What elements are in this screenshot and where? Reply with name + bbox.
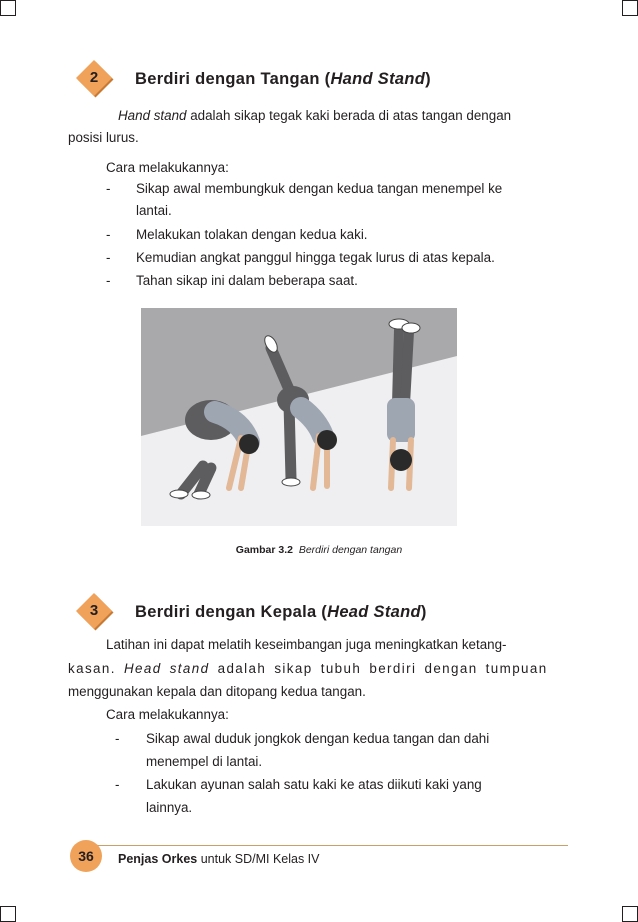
section-2-step-4: Tahan sikap ini dalam beberapa saat. — [136, 273, 358, 288]
crop-mark-bottom-left — [0, 906, 16, 922]
section-3-para-line-2: kasan. Head stand adalah sikap tubuh berdiri dengan tumpuan — [68, 661, 548, 676]
crop-mark-top-left — [0, 0, 16, 16]
section-2-intro-line-1: Hand stand adalah sikap tegak kaki berada di atas tangan dengan — [118, 108, 512, 123]
section-3-step-1-line-1: Sikap awal duduk jongkok dengan kedua tangan dan dahi — [146, 731, 490, 746]
crop-mark-bottom-right — [622, 906, 638, 922]
section-3-title: Berdiri dengan Kepala (Head Stand) — [135, 603, 427, 621]
section-2-step-1-line-1: Sikap awal membungkuk dengan kedua tangan menempel ke — [136, 181, 503, 196]
list-bullet: - — [106, 227, 111, 242]
figure-caption: Gambar 3.2 Berdiri dengan tangan — [235, 544, 403, 556]
page-number: 36 — [78, 848, 94, 864]
page-number-badge — [66, 836, 106, 876]
section-2-number: 2 — [89, 69, 99, 86]
section-3-steps-label: Cara melakukannya: — [106, 707, 229, 722]
list-bullet: - — [115, 731, 120, 746]
list-bullet: - — [106, 181, 111, 196]
section-2-steps-label: Cara melakukannya: — [106, 160, 229, 175]
section-3-badge — [74, 591, 114, 631]
list-bullet: - — [115, 777, 120, 792]
section-3-step-2-line-2: lainnya. — [146, 800, 193, 815]
book-title: Penjas Orkes untuk SD/MI Kelas IV — [118, 852, 320, 866]
section-3-number: 3 — [89, 602, 99, 619]
list-bullet: - — [106, 273, 111, 288]
section-3-step-2-line-1: Lakukan ayunan salah satu kaki ke atas diikuti kaki yang — [146, 777, 482, 792]
list-bullet: - — [106, 250, 111, 265]
section-2-intro-line-2: posisi lurus. — [68, 130, 139, 145]
section-3-para-line-1: Latihan ini dapat melatih keseimbangan juga meningkatkan ketang- — [106, 637, 507, 652]
footer-rule — [96, 845, 568, 846]
section-2-title: Berdiri dengan Tangan (Hand Stand) — [135, 70, 431, 88]
section-3-para-line-3: menggunakan kepala dan ditopang kedua tangan. — [68, 684, 366, 699]
handstand-illustration — [141, 308, 457, 526]
crop-mark-top-right — [622, 0, 638, 16]
section-2-step-1-line-2: lantai. — [136, 203, 172, 218]
section-3-step-1-line-2: menempel di lantai. — [146, 754, 263, 769]
section-2-step-3: Kemudian angkat panggul hingga tegak lurus di atas kepala. — [136, 250, 495, 265]
section-2-badge — [74, 58, 114, 98]
section-2-step-2: Melakukan tolakan dengan kedua kaki. — [136, 227, 368, 242]
